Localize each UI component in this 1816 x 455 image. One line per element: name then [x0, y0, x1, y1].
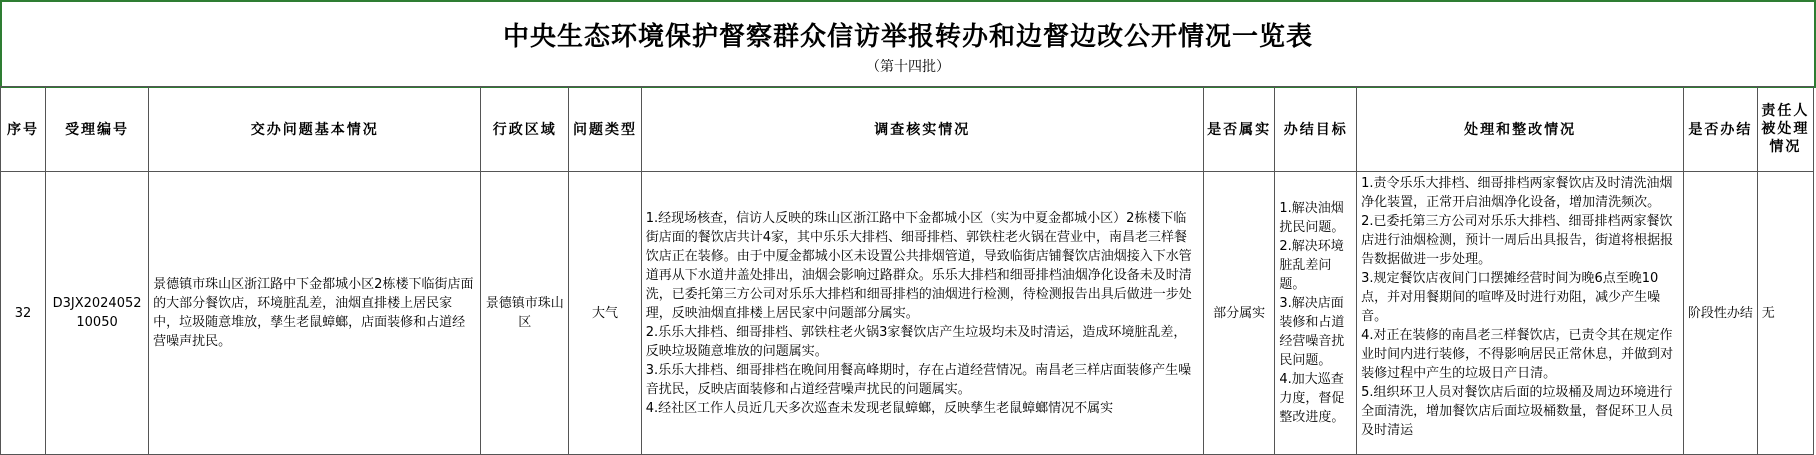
issue-text: 景德镇市珠山区浙江路中下金都城小区2栋楼下临街店面的大部分餐饮店，环境脏乱差，油烟直排楼上居民家中，垃圾随意堆放，孳生老鼠蟑螂，店面装修和占道经营噪声扰民。 — [153, 277, 474, 349]
col-header-completed: 是否办结 — [1684, 87, 1758, 172]
cell-investigation — [641, 172, 1203, 455]
cell-receipt-no — [45, 172, 148, 455]
cell-issue — [149, 172, 481, 455]
cell-goal — [1275, 172, 1357, 455]
cell-responsible — [1757, 172, 1813, 455]
col-header-responsible: 责任人被处理情况 — [1757, 87, 1813, 172]
cell-seq: 32 — [1, 172, 46, 455]
cell-rectification — [1357, 172, 1684, 455]
col-header-goal: 办结目标 — [1275, 87, 1357, 172]
goal-text: 1.解决油烟扰民问题。 2.解决环境脏乱差问题。 3.解决店面装修和占道经营噪音扰民问题。 4.加大巡查力度，督促整改进度。 — [1279, 201, 1345, 425]
responsible-text: 无 — [1761, 305, 1775, 321]
investigation-text: 1.经现场核查，信访人反映的珠山区浙江路中下金都城小区（实为中夏金都城小区）2栋楼下临街店面的餐饮店共计4家，其中乐乐大排档、细哥排档、郭铁柱老火锅在营业中，南昌老三样餐饮店正在装修。由于中厦金都城小区未设置公共排烟管道，导致临街店铺餐饮店油烟接入下水管道再从下水道井盖处排出，油烟会影响过路群众。乐乐大排档和细哥排档油烟净化设备未及时清洗，已委托第三方公司对乐乐大排档和细哥排档的油烟进行检测，待检测报告出具后做进一步处理，反映油烟直排楼上居民家中问题部分属实。 2.乐乐大排档、细哥排档、郭铁柱老火锅3家餐饮店产生垃圾均未及时清运，造成环境脏乱差，反映垃圾随意堆放的问题属实。 3.乐乐大排档、细哥排档在晚间用餐高峰期时，存在占道经营情况。南昌老三样店面装修产生噪音扰民，反映店面装修和占道经营噪声扰民的问题属实。 4.经社区工作人员近几天多次巡查未发现老鼠蟑螂，反映孳生老鼠蟑螂情况不属实 — [645, 210, 1192, 416]
title-banner — [0, 0, 1816, 88]
district-text: 景德镇市珠山区 — [485, 296, 564, 330]
col-header-type: 问题类型 — [569, 87, 642, 172]
col-header-seq: 序号 — [1, 87, 46, 172]
page-title: 中央生态环境保护督察群众信访举报转办和边督边改公开情况一览表 — [502, 22, 1313, 52]
cell-completed: 阶段性办结 — [1684, 172, 1758, 455]
cell-type: 大气 — [569, 172, 642, 455]
rectification-text: 1.责令乐乐大排档、细哥排档两家餐饮店及时清洗油烟净化装置，正常开启油烟净化设备，增加清洗频次。 2.已委托第三方公司对乐乐大排档、细哥排档两家餐饮店进行油烟检测，预计一周后出具报告，街道将根据报告数据做进一步处理。 3.规定餐饮店夜间门口摆摊经营时间为晚6点至晚10点，并对用餐期间的喧哗及时进行劝阻，减少产生噪音。 4.对正在装修的南昌老三样餐饮店，已责令其在规定作业时间内进行装修，不得影响居民正常休息，并做到对装修过程中产生的垃圾日产日清。 5.组织环卫人员对餐饮店后面的垃圾桶及周边环境进行全面清洗，增加餐饮店后面垃圾桶数量，督促环卫人员及时清运 — [1361, 176, 1674, 438]
receipt-no-text: D3JX2024052 10050 — [52, 296, 142, 330]
batch-subtitle: （第十四批） — [866, 59, 950, 75]
col-header-receipt-no: 受理编号 — [45, 87, 148, 172]
cell-district — [481, 172, 569, 455]
col-header-is-true: 是否属实 — [1203, 87, 1275, 172]
col-header-issue: 交办问题基本情况 — [149, 87, 481, 172]
col-header-investigation: 调查核实情况 — [641, 87, 1203, 172]
col-header-district: 行政区域 — [481, 87, 569, 172]
petition-table — [0, 86, 1814, 455]
table-row — [1, 172, 1814, 455]
table-header-row — [1, 87, 1814, 172]
cell-is-true: 部分属实 — [1203, 172, 1275, 455]
col-header-rectification: 处理和整改情况 — [1357, 87, 1684, 172]
